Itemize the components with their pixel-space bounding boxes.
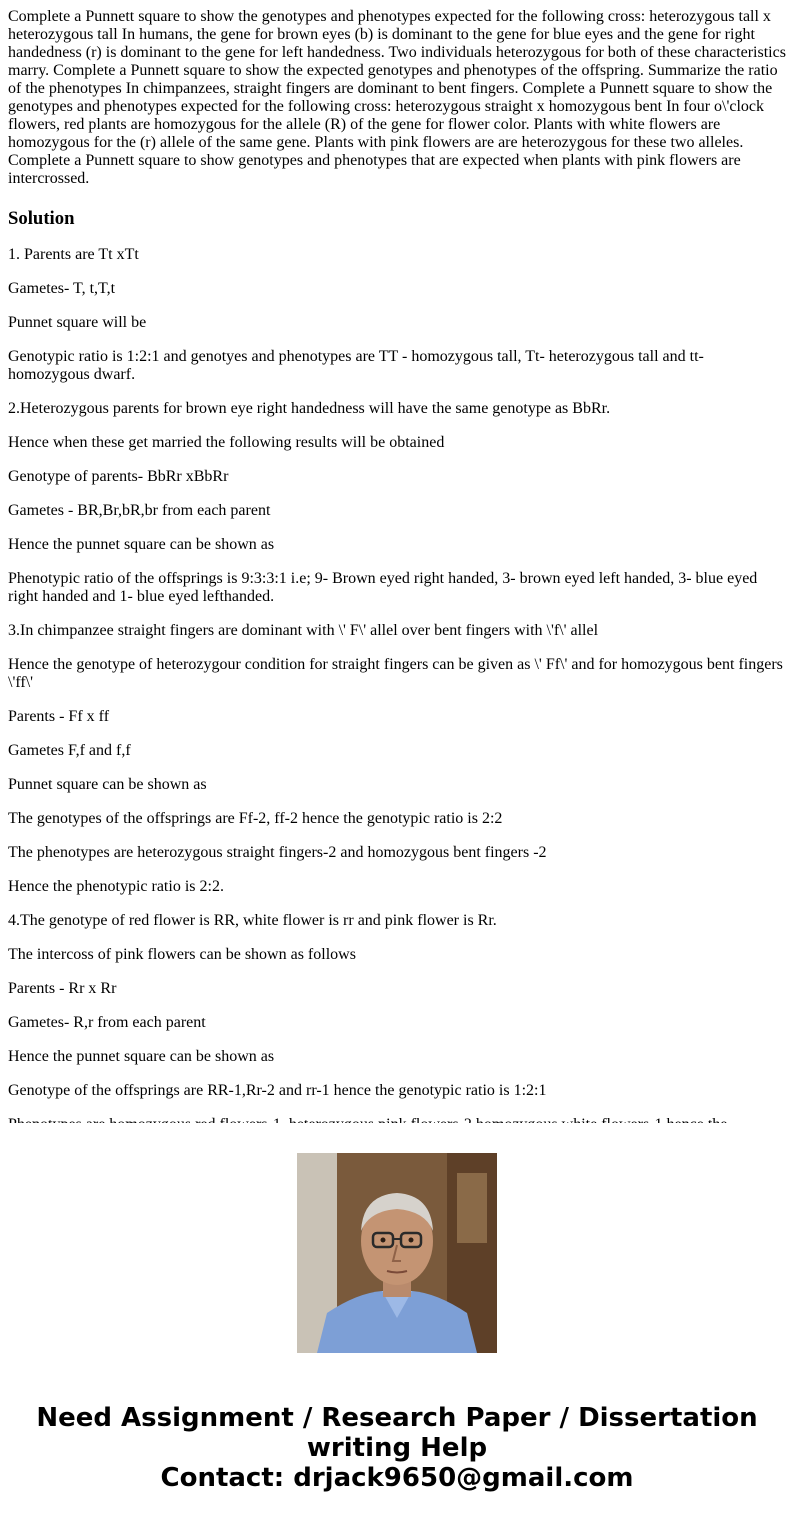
document-content [8,0,786,1123]
promo-line-1: Need Assignment / Research Paper / Dissertation [36,1403,758,1433]
promo-contact: Contact: drjack9650@gmail.com [160,1463,634,1493]
solution-paragraph: Gametes- T, t,T,t [8,280,116,297]
promo-text [0,1403,794,1493]
solution-body [8,246,786,1134]
solution-paragraph: The phenotypes are heterozygous straight fingers-2 and homozygous bent fingers -2 [8,844,547,861]
solution-paragraph: Genotypic ratio is 1:2:1 and genotyes and phenotypes are TT - homozygous tall, Tt- heterozygous tall and tt- homozygous dwarf. [8,348,704,383]
solution-paragraph: Hence the punnet square can be shown as [8,536,275,553]
solution-paragraph: Gametes - BR,Br,bR,br from each parent [8,502,271,519]
solution-paragraph: The genotypes of the offsprings are Ff-2, ff-2 hence the genotypic ratio is 2:2 [8,810,503,827]
solution-paragraph: Gametes F,f and f,f [8,742,131,759]
promo-banner [0,1123,794,1523]
solution-paragraph: Hence the punnet square can be shown as [8,1048,275,1065]
solution-heading: Solution [8,208,75,229]
author-portrait [297,1153,497,1353]
solution-paragraph: Punnet square can be shown as [8,776,207,793]
solution-paragraph: Genotype of parents- BbRr xBbRr [8,468,229,485]
solution-paragraph: Hence the phenotypic ratio is 2:2. [8,878,224,895]
solution-paragraph: Punnet square will be [8,314,147,331]
solution-paragraph: Parents - Rr x Rr [8,980,117,997]
solution-paragraph: Hence when these get married the following results will be obtained [8,434,445,451]
solution-paragraph: 4.The genotype of red flower is RR, white flower is rr and pink flower is Rr. [8,912,497,929]
solution-paragraph: The intercoss of pink flowers can be shown as follows [8,946,356,963]
solution-paragraph: Genotype of the offsprings are RR-1,Rr-2 and rr-1 hence the genotypic ratio is 1:2:1 [8,1082,547,1099]
solution-paragraph: Parents - Ff x ff [8,708,110,725]
solution-paragraph: Phenotypic ratio of the offsprings is 9:3:3:1 i.e; 9- Brown eyed right handed, 3- brown eyed left handed, 3- blue eyed right handed and 1- blue eyed lefthanded. [8,570,758,605]
solution-paragraph: Gametes- R,r from each parent [8,1014,206,1031]
promo-line-2: writing Help [306,1433,488,1463]
question-text: Complete a Punnett square to show the genotypes and phenotypes expected for the following cross: heterozygous tall x heterozygous tall In humans, the gene for brown eyes (b) is dominant to the gene for blue eyes and the gene for right handedness (r) is dominant to the gene for left handedness. Two individuals heterozygous for both of these characteristics marry. Complete a Punnett square to show the expected genotypes and phenotypes of the offspring. Summarize the ratio of the phenotypes In chimpanzees, straight fingers are dominant to bent fingers. Complete a Punnett square to show the genotypes and phenotypes expected for the following cross: heterozygous straight x homozygous bent In four o\'clock flowers, red plants are homozygous for the allele (R) of the gene for flower color. Plants with white flowers are homozygous for the (r) allele of the same gene. Plants with pink flowers are are heterozygous for these two alleles. Complete a Punnett square to show genotypes and phenotypes that are expected when plants with pink flowers are intercrossed. [8,8,786,187]
solution-paragraph: Hence the genotype of heterozygour condition for straight fingers can be given as \' Ff\' and for homozygous bent fingers \'ff\' [8,656,783,691]
solution-paragraph: 1. Parents are Tt xTt [8,246,139,263]
solution-paragraph: 2.Heterozygous parents for brown eye right handedness will have the same genotype as BbRr. [8,400,611,417]
avatar [297,1153,497,1353]
solution-paragraph: 3.In chimpanzee straight fingers are dominant with \' F\' allel over bent fingers with \'f\' allel [8,622,599,639]
